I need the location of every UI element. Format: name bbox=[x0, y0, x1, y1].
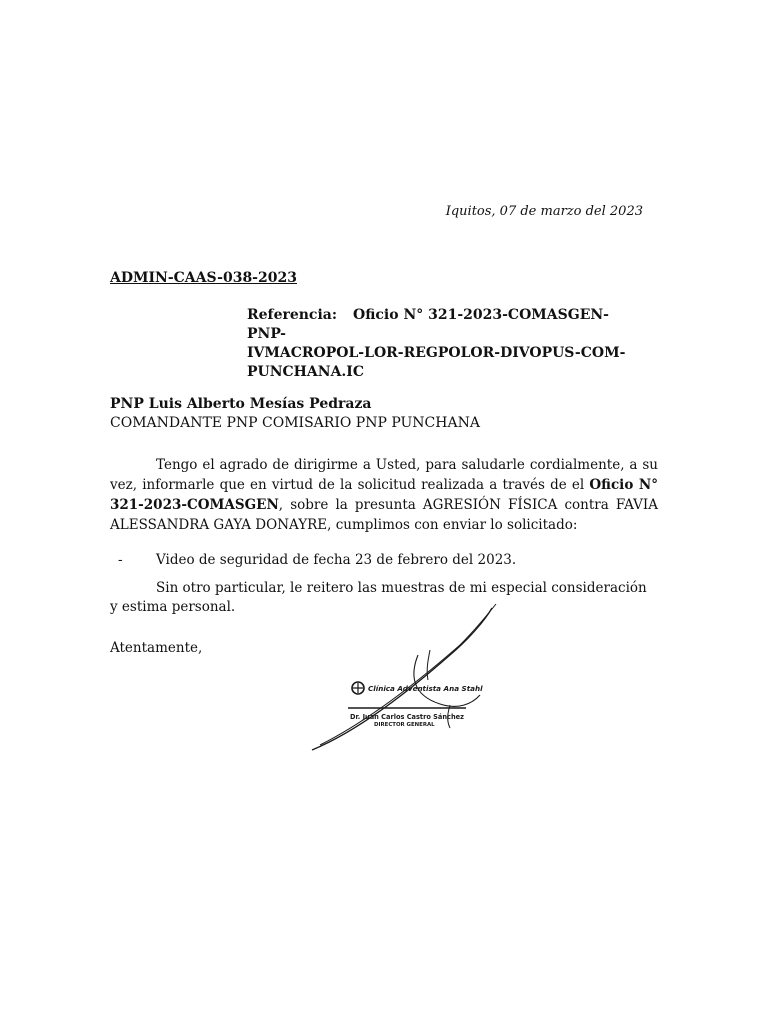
signature-stroke bbox=[312, 608, 492, 750]
reference-block bbox=[247, 306, 627, 382]
reference-line-1: Oficio N° 321-2023-COMASGEN-PNP- bbox=[247, 307, 609, 342]
bullet-item bbox=[118, 550, 638, 570]
body-text-part-2: , sobre la presunta AGRESIÓN FÍSICA contra FAVIA ALESSANDRA GAYA DONAYRE, cumplimos con enviar lo solicitado: bbox=[110, 497, 658, 533]
bullet-dash: - bbox=[118, 552, 123, 568]
recipient-block bbox=[110, 395, 670, 433]
letter-date: Iquitos, 07 de marzo del 2023 bbox=[445, 204, 643, 219]
body-text-bold-reference: Oficio N° 321-2023-COMASGEN bbox=[110, 477, 658, 513]
closing-paragraph: Sin otro particular, le reitero las muestras de mi especial consideración y estima personal. bbox=[110, 580, 647, 615]
recipient-role: COMANDANTE PNP COMISARIO PNP PUNCHANA bbox=[110, 415, 480, 431]
document-code: ADMIN-CAAS-038-2023 bbox=[110, 270, 297, 286]
stamp-clinic-name: Clínica Adventista Ana Stahl bbox=[368, 684, 483, 693]
farewell-text: Atentamente, bbox=[110, 640, 203, 656]
signature-stroke bbox=[427, 650, 430, 680]
bullet-text: Video de seguridad de fecha 23 de febrero del 2023. bbox=[156, 552, 517, 568]
stamp-signer-title: DIRECTOR GENERAL bbox=[374, 722, 435, 728]
signature-stamp bbox=[300, 600, 540, 760]
reference-label: Referencia: bbox=[247, 307, 338, 323]
stamp-signer-name: Dr. Juan Carlos Castro Sánchez bbox=[350, 713, 464, 721]
recipient-name: PNP Luis Alberto Mesías Pedraza bbox=[110, 396, 372, 412]
reference-line-2: IVMACROPOL-LOR-REGPOLOR-DIVOPUS-COM- bbox=[247, 345, 626, 361]
signature-stroke bbox=[414, 655, 480, 706]
body-text-part-1: Tengo el agrado de dirigirme a Usted, para saludarle cordialmente, a su vez, informarle que en virtud de la solicitud realizada a través de el bbox=[110, 457, 658, 493]
body-paragraph bbox=[110, 455, 658, 535]
reference-line-3: PUNCHANA.IC bbox=[247, 364, 364, 380]
